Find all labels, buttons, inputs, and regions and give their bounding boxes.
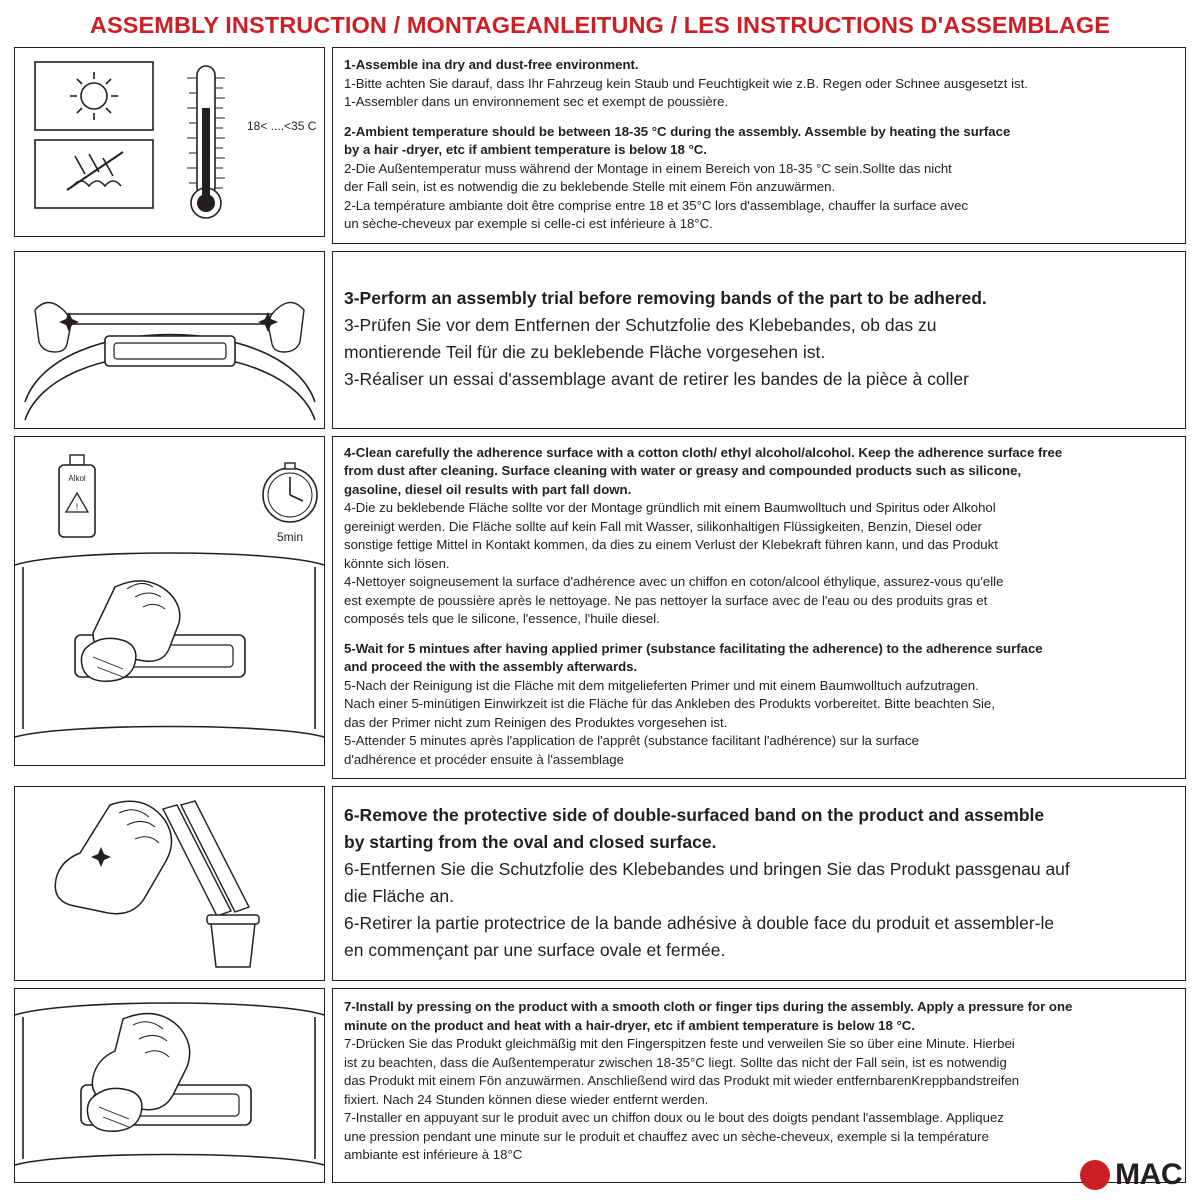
step4-de-3: sonstige fettige Mittel in Kontakt kommen, da dies zu einem Verlust der Klebekraft führen kann, und das Produkt — [344, 537, 998, 552]
stopwatch-icon — [263, 463, 317, 544]
step4-de-4: könnte sich lösen. — [344, 555, 450, 571]
step5-de-1: 5-Nach der Reinigung ist die Fläche mit dem mitgelieferten Primer und mit einem Baumwolltuch aufzutragen. — [344, 677, 979, 693]
step7-de-2: ist zu beachten, dass die Außentemperatur zwischen 18-35°C liegt. Sollte das nicht der Fall sein, ist es notwendig — [344, 1054, 1007, 1070]
step2-de-1: 2-Die Außentemperatur muss während der Montage in einem Bereich von 18-35 °C sein.Sollte das nicht — [344, 160, 952, 176]
spray-bottle-icon — [59, 455, 95, 537]
step4-en-1: 4-Clean carefully the adherence surface with a cotton cloth/ ethyl alcohol/alcohol. Keep the adherence surface free — [344, 444, 1063, 460]
figure-environment — [14, 47, 325, 237]
step2-en-1: 2-Ambient temperature should be between 18-35 °C during the assembly. Assemble by heating the surface — [344, 123, 1011, 139]
trial-fit-illustration — [15, 252, 324, 428]
step6-de-2: die Fläche an. — [344, 885, 454, 906]
figure-cleaning — [14, 436, 325, 766]
step4-en-3: gasoline, diesel oil results with part fall down. — [344, 481, 632, 497]
instruction-row-2 — [14, 251, 1186, 429]
temperature-range-label: 18< ....<35 C — [247, 119, 317, 133]
step6-en-1: 6-Remove the protective side of double-surfaced band on the product and assemble — [344, 804, 1045, 825]
step3-de-1: 3-Prüfen Sie vor dem Entfernen der Schutzfolie des Klebebandes, ob das zu — [344, 314, 937, 335]
step2-en-2: by a hair -dryer, etc if ambient temperature is below 18 °C. — [344, 142, 707, 157]
omac-logo-text: MAC — [1115, 1158, 1182, 1191]
step7-en-1: 7-Install by pressing on the product with a smooth cloth or finger tips during the assembly. Apply a pressure for one — [344, 999, 1073, 1014]
step2-de-2: der Fall sein, ist es notwendig die zu beklebende Stelle mit einem Fön anzuwärmen. — [344, 179, 836, 194]
step-3-text — [332, 251, 1186, 429]
step6-fr-2: en commençant par une surface ovale et fermée. — [344, 939, 726, 960]
step1-en: 1-Assemble ina dry and dust-free environment. — [344, 57, 639, 72]
thermometer-icon — [187, 66, 225, 218]
step4-fr-2: est exempte de poussière après le nettoyage. Ne pas nettoyer la surface avec de l'eau ou des produits gras et — [344, 592, 988, 608]
step7-fr-2: une pression pendant une minute sur le produit et chauffez avec un sèche-cheveux, exemple si la température — [344, 1128, 989, 1144]
step4-de-1: 4-Die zu beklebende Fläche sollte vor der Montage gründlich mit einem Baumwolltuch und Spiritus oder Alkohol — [344, 500, 996, 515]
step2-fr-2: un sèche-cheveux par exemple si celle-ci est inférieure à 18°C. — [344, 216, 713, 231]
figure-trial-fit — [14, 251, 325, 429]
step-7-text — [332, 988, 1186, 1183]
step4-fr-1: 4-Nettoyer soigneusement la surface d'adhérence avec un chiffon en coton/alcool éthylique, assurez-vous qu'elle — [344, 574, 1004, 589]
step5-fr-1: 5-Attender 5 minutes après l'application de l'apprêt (substance facilitant l'adhérence) sur la surface — [344, 733, 919, 748]
step3-fr: 3-Réaliser un essai d'assemblage avant de retirer les bandes de la pièce à coller — [344, 368, 969, 389]
step3-de-2: montierende Teil für die zu beklebende Fläche vorgesehen ist. — [344, 341, 826, 362]
step4-de-2: gereinigt werden. Die Fläche sollte auf kein Fall mit Wasser, silikonhaltigen Flüssigkeiten, Benzin, Diesel oder — [344, 518, 982, 534]
figure-remove-liner — [14, 786, 325, 981]
svg-text:!: ! — [75, 501, 79, 512]
instruction-row-4 — [14, 786, 1186, 981]
step6-fr-1: 6-Retirer la partie protectrice de la bande adhésive à double face du produit et assembler-le — [344, 912, 1055, 933]
instruction-row-3 — [14, 436, 1186, 780]
step-4-5-text — [332, 436, 1186, 780]
step7-de-3: das Produkt mit einem Fön anzuwärmen. Anschließend wird das Produkt mit wieder entfernbarenKreppbandstreifen — [344, 1073, 1020, 1088]
bottle-label: Alkol — [68, 473, 86, 483]
step7-en-2: minute on the product and heat with a hair-dryer, etc if ambient temperature is below 18 °C. — [344, 1017, 915, 1033]
step6-de-1: 6-Entfernen Sie die Schutzfolie des Klebebandes und bringen Sie das Produkt passgenau auf — [344, 858, 1070, 879]
step2-fr-1: 2-La température ambiante doit être comprise entre 18 et 35°C lors d'assemblage, chauffer la surface avec — [344, 197, 969, 213]
instruction-row-1 — [14, 47, 1186, 244]
step5-en-1: 5-Wait for 5 mintues after having applied primer (substance facilitating the adherence) to the adherence surface — [344, 640, 1043, 656]
timer-label: 5min — [276, 529, 304, 544]
page-title: ASSEMBLY INSTRUCTION / MONTAGEANLEITUNG / LES INSTRUCTIONS D'ASSEMBLAGE — [89, 12, 1111, 38]
step7-de-1: 7-Drücken Sie das Produkt gleichmäßig mit den Fingerspitzen feste und verweilen Sie so über eine Minute. Hierbei — [344, 1036, 1015, 1051]
omac-logo-mark — [1080, 1160, 1110, 1190]
omac-logo — [1080, 1158, 1182, 1192]
step-1-2-text — [332, 47, 1186, 244]
environment-illustration — [15, 48, 324, 236]
step3-en: 3-Perform an assembly trial before removing bands of the part to be adhered. — [344, 287, 987, 308]
step1-de: 1-Bitte achten Sie darauf, dass Ihr Fahrzeug kein Staub und Feuchtigkeit wie z.B. Regen oder Schnee ausgesetzt ist. — [344, 75, 1028, 91]
figure-press-install — [14, 988, 325, 1183]
remove-liner-illustration — [15, 787, 324, 980]
cleaning-illustration — [15, 437, 324, 765]
step4-en-2: from dust after cleaning. Surface cleaning with water or greasy and compounded products such as silicone, — [344, 463, 1022, 478]
step4-fr-3: composés tels que le silicone, l'essence, l'huile diesel. — [344, 611, 660, 626]
step5-de-2: Nach einer 5-minütigen Einwirkzeit ist die Fläche für das Ankleben des Produkts vorbereitet. Bitte beachten Sie, — [344, 696, 995, 711]
instruction-rows — [14, 47, 1186, 1183]
step6-en-2: by starting from the oval and closed surface. — [344, 831, 717, 852]
step-6-text — [332, 786, 1186, 981]
instruction-row-5 — [14, 988, 1186, 1183]
step5-de-3: das der Primer nicht zum Reinigen des Produktes vorgesehen ist. — [344, 714, 728, 730]
step5-en-2: and proceed the with the assembly afterwards. — [344, 659, 638, 674]
step7-fr-1: 7-Installer en appuyant sur le produit avec un chiffon doux ou le bout des doigts pendant l'assemblage. Appliquez — [344, 1110, 1004, 1125]
step1-fr: 1-Assembler dans un environnement sec et exempt de poussière. — [344, 94, 729, 109]
step5-fr-2: d'adhérence et procéder ensuite à l'assemblage — [344, 751, 624, 767]
step7-fr-3: ambiante est inférieure à 18°C — [344, 1147, 523, 1162]
press-install-illustration — [15, 989, 324, 1182]
step7-de-4: fixiert. Nach 24 Stunden können diese wieder entfernt werden. — [344, 1091, 709, 1107]
